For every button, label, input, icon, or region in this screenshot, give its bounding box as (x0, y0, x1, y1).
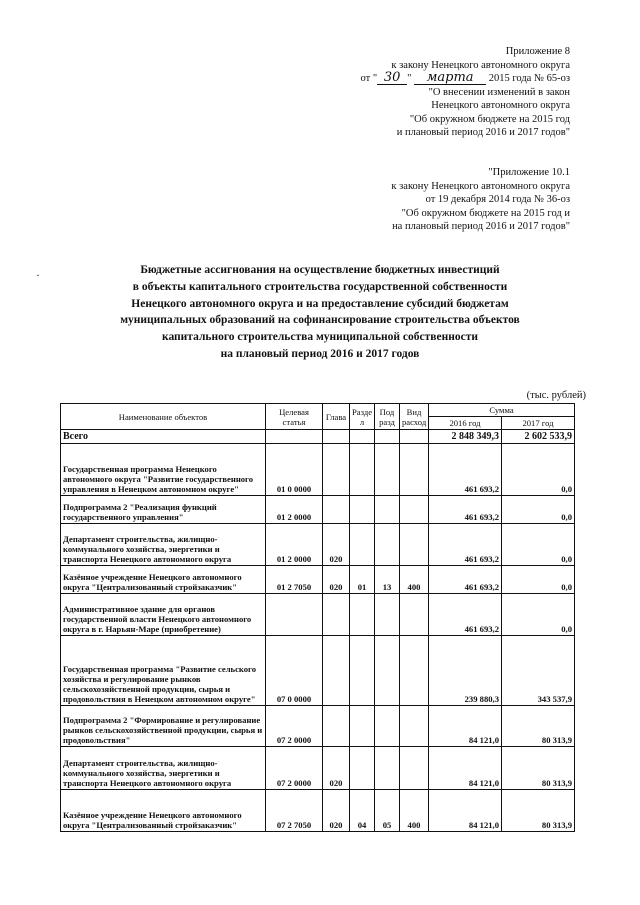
row-2016: 461 693,2 (429, 566, 502, 594)
table-row (61, 496, 575, 524)
row-subsection (375, 747, 400, 790)
date-quote: " (407, 73, 412, 84)
law-date-2: от 19 декабря 2014 года № 36-оз (425, 194, 570, 205)
row-subsection (375, 706, 400, 747)
row-chapter: 020 (323, 566, 350, 594)
row-section (350, 706, 375, 747)
total-2016: 2 848 349,3 (429, 430, 502, 444)
header-2017: 2017 год (502, 417, 575, 430)
row-2017: 0,0 (502, 496, 575, 524)
row-article (266, 594, 323, 636)
row-name: Департамент строительства, жилищно-коммунального хозяйства, энергетики и транспорта Ненецкого автономного округа (61, 524, 266, 566)
table-row (61, 747, 575, 790)
row-chapter (323, 594, 350, 636)
row-name: Подпрограмма 2 "Формирование и регулирование рынков сельскохозяйственной продукции, сырья и продовольствия" (61, 706, 266, 747)
table-row (61, 566, 575, 594)
row-subsection (375, 524, 400, 566)
row-name: Административное здание для органов государственной власти Ненецкого автономного округа в г. Нарьян-Маре (приобретение) (61, 594, 266, 636)
total-row (61, 430, 575, 444)
row-article: 01 2 0000 (266, 496, 323, 524)
row-chapter: 020 (323, 747, 350, 790)
appendix-8-header (310, 45, 570, 140)
row-article: 07 0 0000 (266, 636, 323, 706)
budget-table (60, 403, 575, 832)
row-subsection (375, 636, 400, 706)
header-section: Разде л (350, 404, 375, 430)
row-2017: 80 313,9 (502, 706, 575, 747)
row-expense-type (400, 496, 429, 524)
row-article: 07 2 0000 (266, 706, 323, 747)
title-line-3: Ненецкого автономного округа и на предоставление субсидий бюджетам (131, 297, 509, 310)
row-2017: 0,0 (502, 566, 575, 594)
header-sum: Сумма (429, 404, 575, 417)
row-2017: 80 313,9 (502, 747, 575, 790)
header-2016: 2016 год (429, 417, 502, 430)
row-2017: 0,0 (502, 524, 575, 566)
row-2017: 80 313,9 (502, 790, 575, 832)
row-section (350, 594, 375, 636)
row-2016: 461 693,2 (429, 444, 502, 496)
table-row (61, 524, 575, 566)
row-expense-type: 400 (400, 790, 429, 832)
row-expense-type: 400 (400, 566, 429, 594)
row-subsection (375, 444, 400, 496)
appendix-title: Приложение 8 (505, 46, 570, 57)
row-expense-type (400, 706, 429, 747)
row-chapter (323, 706, 350, 747)
law-reference-2: к закону Ненецкого автономного округа (391, 180, 570, 192)
title-line-5: капитального строительства муниципальной собственности (162, 331, 478, 344)
units-label: (тыс. рублей) (526, 390, 586, 401)
row-article: 07 2 0000 (266, 747, 323, 790)
header-expense-type: Вид расход (400, 404, 429, 430)
row-expense-type (400, 594, 429, 636)
row-section (350, 496, 375, 524)
row-name: Подпрограмма 2 "Реализация функций государственного управления" (61, 496, 266, 524)
table-row (61, 706, 575, 747)
document-title (80, 262, 560, 363)
row-chapter (323, 636, 350, 706)
row-section (350, 636, 375, 706)
table-row (61, 594, 575, 636)
amendment-line-2: Ненецкого автономного округа (431, 100, 570, 111)
row-2017: 0,0 (502, 594, 575, 636)
row-section (350, 524, 375, 566)
title-line-1: Бюджетные ассигнования на осуществление бюджетных инвестиций (140, 264, 500, 276)
amendment-line-1: "О внесении изменений в закон (428, 86, 570, 98)
row-section: 01 (350, 566, 375, 594)
row-2016: 461 693,2 (429, 524, 502, 566)
budget-law-line-2: на плановый период 2016 и 2017 годов" (392, 221, 570, 232)
row-chapter: 020 (323, 790, 350, 832)
row-name: Казённое учреждение Ненецкого автономного округа "Централизованный стройзаказчик" (61, 566, 266, 594)
row-2017: 343 537,9 (502, 636, 575, 706)
row-2016: 461 693,2 (429, 496, 502, 524)
date-prefix: от " (360, 73, 378, 84)
title-line-2: в объекты капитального строительства государственной собственности (132, 280, 508, 293)
header-subsection: Под разд (375, 404, 400, 430)
row-name: Департамент строительства, жилищно-коммунального хозяйства, энергетики и транспорта Ненецкого автономного округа (61, 747, 266, 790)
law-date-line (310, 72, 570, 86)
row-section (350, 747, 375, 790)
row-chapter: 020 (323, 524, 350, 566)
row-2016: 461 693,2 (429, 594, 502, 636)
row-2017: 0,0 (502, 444, 575, 496)
row-subsection: 05 (375, 790, 400, 832)
header-chapter: Глава (323, 404, 350, 430)
law-reference: к закону Ненецкого автономного округа (391, 59, 570, 71)
appendix-10-1-header (310, 166, 570, 234)
header-article: Целевая статья (266, 404, 323, 430)
row-article: 07 2 7050 (266, 790, 323, 832)
total-2017: 2 602 533,9 (502, 430, 575, 444)
row-expense-type (400, 636, 429, 706)
row-name: Государственная программа "Развитие сельского хозяйства и регулирование рынков сельскохозяйственной продукции, сырья и продовольствия в Ненецком автономном округе" (61, 636, 266, 706)
row-2016: 84 121,0 (429, 790, 502, 832)
row-expense-type (400, 747, 429, 790)
row-2016: 239 880,3 (429, 636, 502, 706)
table-row (61, 790, 575, 832)
handwritten-month: марта (414, 72, 486, 85)
table-row (61, 444, 575, 496)
row-chapter (323, 444, 350, 496)
row-2016: 84 121,0 (429, 747, 502, 790)
row-expense-type (400, 444, 429, 496)
year-number: 2015 года № 65-оз (488, 73, 570, 84)
row-section: 04 (350, 790, 375, 832)
title-line-6: на плановый период 2016 и 2017 годов (220, 347, 420, 360)
row-subsection (375, 594, 400, 636)
total-label: Всего (61, 430, 266, 444)
row-name: Казённое учреждение Ненецкого автономного округа "Централизованный стройзаказчик" (61, 790, 266, 832)
stray-mark: · (36, 268, 40, 282)
row-subsection: 13 (375, 566, 400, 594)
appendix-10-title: "Приложение 10.1 (488, 167, 570, 178)
row-article: 01 0 0000 (266, 444, 323, 496)
amendment-line-4: и плановый период 2016 и 2017 годов" (396, 127, 570, 138)
amendment-line-3: "Об окружном бюджете на 2015 год (409, 113, 570, 125)
row-subsection (375, 496, 400, 524)
budget-law-line-1: "Об окружном бюджете на 2015 год и (401, 207, 570, 219)
row-chapter (323, 496, 350, 524)
row-article: 01 2 0000 (266, 524, 323, 566)
row-2016: 84 121,0 (429, 706, 502, 747)
table-row (61, 636, 575, 706)
row-article: 01 2 7050 (266, 566, 323, 594)
row-expense-type (400, 524, 429, 566)
table-header-row (61, 404, 575, 417)
row-name: Государственная программа Ненецкого автономного округа "Развитие государственного управления в Ненецком автономном округе" (61, 444, 266, 496)
title-line-4: муниципальных образований на софинансирование строительства объектов (120, 314, 520, 327)
row-section (350, 444, 375, 496)
handwritten-day: 30 (377, 72, 407, 85)
header-name: Наименование объектов (61, 404, 266, 430)
